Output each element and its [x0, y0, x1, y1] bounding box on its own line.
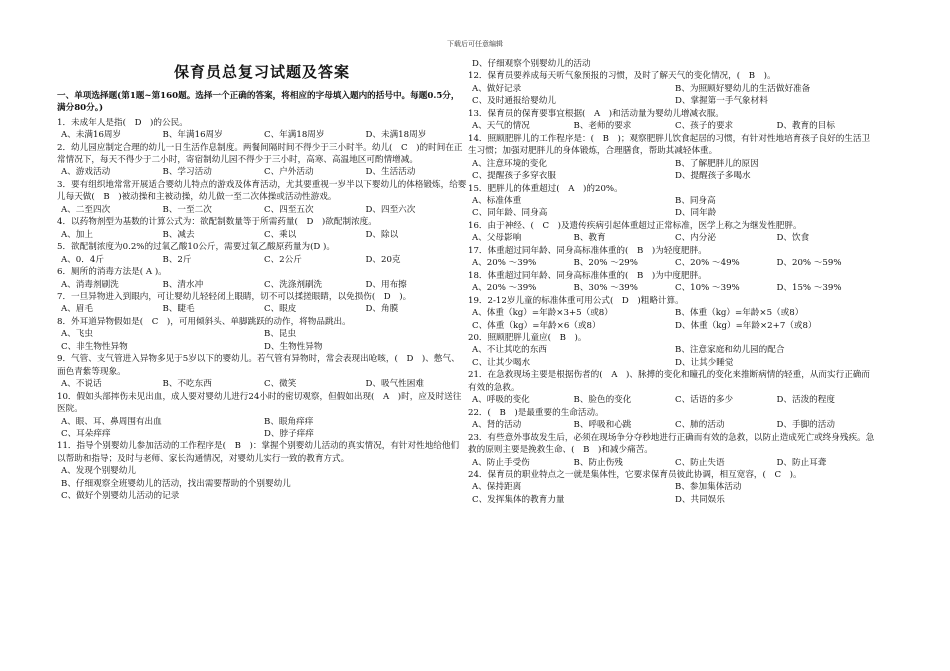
option-group: [472, 419, 878, 431]
answer-option: B、参加集体活动: [675, 482, 742, 493]
right-question-list: [468, 58, 878, 506]
answer-option: C、让其少喝水: [472, 357, 531, 368]
question-text: 10．假如头部摔伤未见出血，成人要对婴幼儿进行24小时的密切观察，但假如出现( A )时，应及时送往医院。: [57, 391, 462, 415]
answer-option: A、游戏活动: [61, 167, 111, 178]
question-text: 6．厕所的消毒方法是( A )。: [57, 267, 167, 278]
answer-option: C、乘以: [264, 229, 297, 240]
option-group: [472, 195, 878, 220]
answer-option: B、年满16周岁: [162, 130, 223, 141]
answer-option: C、四至五次: [264, 204, 314, 215]
answer-option: D、四至六次: [365, 204, 416, 215]
question-text: 14．照顾肥胖儿的工作程序是：( B )；观察肥胖儿饮食起居的习惯，有针对性地培育孩子良好的生活卫生习惯；加强对肥胖儿的身体锻炼，合理膳食，帮助其减轻体重。: [468, 133, 871, 157]
answer-option: C、20% ～49%: [675, 258, 740, 269]
question-item: [57, 117, 467, 142]
answer-option: D、用布擦: [365, 279, 407, 290]
section-heading: 一、单项选择题(第1题~第160题。选择一个正确的答案，将相应的字母填入题内的括号中。每题0.5分，满分80分。): [57, 90, 460, 114]
question-item: [57, 316, 467, 353]
answer-option: A、肾的活动: [472, 420, 522, 431]
option-group: [61, 204, 467, 216]
answer-option: B、减去: [162, 229, 195, 240]
option-group: [472, 307, 878, 332]
answer-option: D、角膜: [365, 304, 399, 315]
question-text: 18．体重超过同年龄、同身高标准体重的( B )为中度肥胖。: [468, 270, 707, 281]
question-item: [468, 108, 878, 133]
answer-option: A、眉毛: [61, 304, 93, 315]
answer-option: D、生活活动: [365, 167, 416, 178]
answer-option: C、发挥集体的教育力量: [472, 494, 565, 505]
answer-option: D、20% ～59%: [776, 258, 842, 269]
question-text: 11．指导个别婴幼儿参加活动的工作程序是( B )：掌握个别婴幼儿活动的真实情况，有针对性地给他们以帮助和指导；及时与老师、家长沟通情况，对婴幼儿实行一致的教育方式。: [57, 441, 460, 464]
answer-option: C、孩子的要求: [675, 121, 734, 132]
option-group: [61, 229, 467, 241]
question-text: 23．有些意外事故发生后，必须在现场争分夺秒地进行正确而有效的急救，以防止造成死亡或终身残疾。急救的原则主要是挽救生命、( B )和减少痛苦。: [468, 432, 875, 456]
question-text: 7．一旦异物进入到眼内，可让婴幼儿轻轻闭上眼睛，切不可以揉搓眼睛，以免损伤( D )。: [57, 292, 412, 302]
question-text: 21．在急救现场主要是根据伤者的( A )、脉搏的变化和瞳孔的变化来推断病情的轻重，从而实行正确而有效的急救。: [468, 370, 870, 393]
answer-option: B、注意家庭和幼儿园的配合: [675, 345, 785, 356]
answer-option: C、及时通报给婴幼儿: [472, 96, 556, 107]
answer-option: B、为照顾好婴幼儿的生活做好准备: [675, 83, 811, 94]
answer-option: D、教育的目标: [776, 121, 835, 132]
answer-option: A、未满16周岁: [61, 130, 122, 141]
answer-option: A、父母影响: [472, 233, 522, 244]
answer-option: D、仔细观察个别婴幼儿的活动: [472, 59, 591, 69]
answer-option: C、2公斤: [264, 254, 302, 265]
question-item: [57, 266, 467, 291]
question-item: [468, 369, 878, 406]
answer-option: D、体重（kg）=年龄×2+7（或8）: [675, 320, 817, 331]
option-group: [472, 158, 878, 183]
option-group: [472, 282, 878, 294]
question-item: [57, 391, 467, 441]
question-text: 22．( B )是最重要的生命活动。: [468, 407, 604, 418]
question-item: [468, 58, 878, 70]
answer-option: B、防止伤残: [573, 457, 623, 468]
question-item: [468, 183, 878, 220]
answer-option: B、呼吸和心跳: [573, 420, 632, 431]
option-group: [472, 58, 878, 70]
answer-option: C、肺的活动: [675, 420, 725, 431]
answer-option: A、20% ～39%: [472, 283, 537, 294]
answer-option: D、让其少睡觉: [675, 357, 734, 368]
document-title: 保育员总复习试题及答案: [173, 63, 350, 81]
option-group: [472, 120, 878, 132]
question-text: 16．由于神经、( C )及遗传疾病引起体重超过正常标准，医学上称之为继发性肥胖。: [468, 220, 802, 231]
option-group: [61, 279, 467, 291]
option-group: [61, 465, 467, 502]
answer-option: C、洗涤剂刷洗: [264, 279, 323, 290]
option-group: [61, 378, 467, 390]
answer-option: A、眼、耳、鼻周围有出血: [61, 416, 162, 427]
question-item: [468, 245, 878, 270]
question-text: 4．以药物剂型为基数的计算公式为：欲配制数量等于所需药量( D )欲配制浓度。: [57, 217, 377, 228]
answer-option: A、消毒剂刷洗: [61, 279, 119, 290]
question-text: 19．2-12岁儿童的标准体重可用公式( D )粗略计算。: [468, 295, 684, 306]
question-text: 20．照顾肥胖儿童应( B )。: [468, 332, 587, 343]
question-text: 12．保育员要养成每天听气象预报的习惯，及时了解天气的变化情况，( B )。: [468, 71, 776, 82]
answer-option: C、提醒孩子多穿衣服: [472, 171, 556, 182]
answer-option: D、生物性异物: [264, 341, 323, 352]
answer-option: D、掌握第一手气象材料: [675, 96, 768, 107]
answer-option: A、20% ～39%: [472, 258, 537, 269]
answer-option: D、15% ～39%: [776, 283, 842, 294]
left-column: [57, 58, 467, 503]
answer-option: D、20克: [365, 254, 401, 265]
answer-option: A、不说话: [61, 379, 102, 390]
option-group: [61, 254, 467, 266]
answer-option: B、仔细观察全班婴幼儿的活动，找出需要帮助的个别婴幼儿: [61, 478, 291, 489]
option-group: [61, 166, 467, 178]
answer-option: B、昆虫: [264, 329, 297, 340]
question-text: 24．保育员的职业特点之一就是集体性，它要求保育员彼此协调，相互宽容，( C )。: [468, 469, 802, 480]
answer-option: C、眼皮: [264, 304, 297, 315]
answer-option: D、提醒孩子多喝水: [675, 171, 751, 182]
answer-option: B、不吃东西: [162, 379, 212, 390]
question-text: 8．外耳道异物假如是( C )，可用倾斜头、单脚跳跃的动作，将物品跳出。: [57, 316, 351, 327]
answer-option: B、30% ～39%: [573, 283, 638, 294]
option-group: [61, 416, 467, 441]
answer-option: B、脸色的变化: [573, 395, 632, 406]
answer-option: B、教育: [573, 233, 606, 244]
answer-option: C、同年龄、同身高: [472, 208, 548, 219]
answer-option: B、同身高: [675, 195, 716, 206]
option-group: [472, 344, 878, 369]
question-item: [57, 291, 467, 316]
answer-option: B、眼角痒痒: [264, 416, 314, 427]
left-question-list: [57, 117, 467, 503]
answer-option: A、不让其吃的东西: [472, 345, 547, 356]
question-text: 13．保育员的保育要事宜根据( A )和活动量为婴幼儿增减衣服。: [468, 108, 724, 119]
question-item: [468, 70, 878, 107]
answer-option: D、防止耳聋: [776, 457, 827, 468]
answer-option: B、学习活动: [162, 167, 212, 178]
answer-option: C、防止失语: [675, 457, 725, 468]
answer-option: C、非生物性异物: [61, 341, 128, 352]
question-item: [468, 270, 878, 295]
answer-option: D、共同娱乐: [675, 494, 725, 505]
answer-option: A、注意环境的变化: [472, 158, 547, 169]
answer-option: A、飞虫: [61, 329, 93, 340]
answer-option: C、户外活动: [264, 167, 314, 178]
option-group: [61, 303, 467, 315]
answer-option: A、加上: [61, 229, 93, 240]
question-item: [57, 179, 467, 216]
answer-option: B、2斤: [162, 254, 192, 265]
answer-option: A、天气的情况: [472, 121, 530, 132]
question-item: [57, 353, 467, 390]
answer-option: D、手脚的活动: [776, 420, 835, 431]
question-text: 2．幼儿园应制定合理的幼儿一日生活作息制度。两餐间隔时间不得少于三小时半。幼儿( C )的时间在正常情况下，每天不得少于二小时，寄宿制幼儿园不得少于三小时，高寒、高温地区可酌情增减。: [57, 142, 463, 166]
question-item: [468, 295, 878, 332]
answer-option: B、老师的要求: [573, 121, 632, 132]
option-group: [472, 457, 878, 469]
answer-option: C、体重（kg）=年龄×6（或8）: [472, 320, 601, 331]
answer-option: C、做好个别婴幼儿活动的记录: [61, 491, 180, 502]
answer-option: C、微笑: [264, 379, 297, 390]
option-group: [61, 328, 467, 353]
answer-option: B、了解肥胖儿的原因: [675, 158, 759, 169]
answer-option: A、做好记录: [472, 83, 522, 94]
question-item: [57, 142, 467, 179]
question-text: 17．体重超过同年龄、同身高标准体重的( B )为轻度肥胖。: [468, 245, 707, 256]
answer-option: C、内分泌: [675, 233, 716, 244]
header-note: 下载后可任意编辑: [447, 40, 503, 48]
option-group: [61, 129, 467, 141]
question-text: 5．欲配制浓度为0.2%的过氧乙酸10公斤，需要过氧乙酸原药量为(D )。: [57, 242, 336, 253]
answer-option: D、饮食: [776, 233, 810, 244]
option-group: [472, 232, 878, 244]
option-group: [472, 83, 878, 108]
answer-option: D、除以: [365, 229, 399, 240]
answer-option: D、活泼的程度: [776, 395, 835, 406]
question-item: [468, 332, 878, 369]
answer-option: A、呼吸的变化: [472, 395, 530, 406]
answer-option: B、20% ～29%: [573, 258, 638, 269]
option-group: [472, 257, 878, 269]
question-item: [468, 220, 878, 245]
answer-option: B、睫毛: [162, 304, 195, 315]
question-item: [57, 440, 467, 502]
right-column: [468, 58, 878, 506]
answer-option: D、同年龄: [675, 208, 717, 219]
answer-option: A、二至四次: [61, 204, 111, 215]
question-text: 9．气管、支气管进入异物多见于5岁以下的婴幼儿。若气管有异物时，常会表现出呛咳，( D )、憋气、面色青紫等现象。: [57, 354, 460, 377]
answer-option: C、10% ～39%: [675, 283, 740, 294]
answer-option: B、清水冲: [162, 279, 204, 290]
answer-option: D、脖子痒痒: [264, 428, 314, 439]
option-group: [472, 481, 878, 506]
answer-option: D、未满18周岁: [365, 130, 427, 141]
option-group: [472, 394, 878, 406]
answer-option: A、防止手受伤: [472, 457, 530, 468]
answer-option: C、耳朵痒痒: [61, 428, 111, 439]
question-item: [468, 469, 878, 506]
question-text: 1．未成年人是指( D )的公民。: [57, 117, 188, 128]
answer-option: A、保持距离: [472, 482, 522, 493]
question-item: [468, 432, 878, 469]
question-item: [57, 216, 467, 241]
answer-option: B、体重（kg）=年龄×5（或8）: [675, 308, 804, 319]
answer-option: C、话语的多少: [675, 395, 734, 406]
answer-option: B、一至二次: [162, 204, 212, 215]
question-item: [468, 407, 878, 432]
answer-option: D、吸气性困难: [365, 379, 424, 390]
question-item: [57, 241, 467, 266]
question-text: 3．要有组织地常常开展适合婴幼儿特点的游戏及体育活动，尤其要重视一岁半以下婴幼儿的体格锻炼，给婴儿每天做( B )被动操和主被动操，幼儿做一至二次体操或活动性游戏。: [57, 179, 467, 203]
answer-option: C、年满18周岁: [264, 130, 325, 141]
answer-option: A、标准体重: [472, 195, 522, 206]
question-item: [468, 133, 878, 183]
answer-option: A、体重（kg）=年龄×3+5（或8）: [472, 308, 613, 319]
answer-option: A、发现个别婴幼儿: [61, 466, 136, 477]
question-text: 15．肥胖儿的体重超过( A )的20%。: [468, 183, 623, 194]
answer-option: A、0．4斤: [61, 254, 104, 265]
